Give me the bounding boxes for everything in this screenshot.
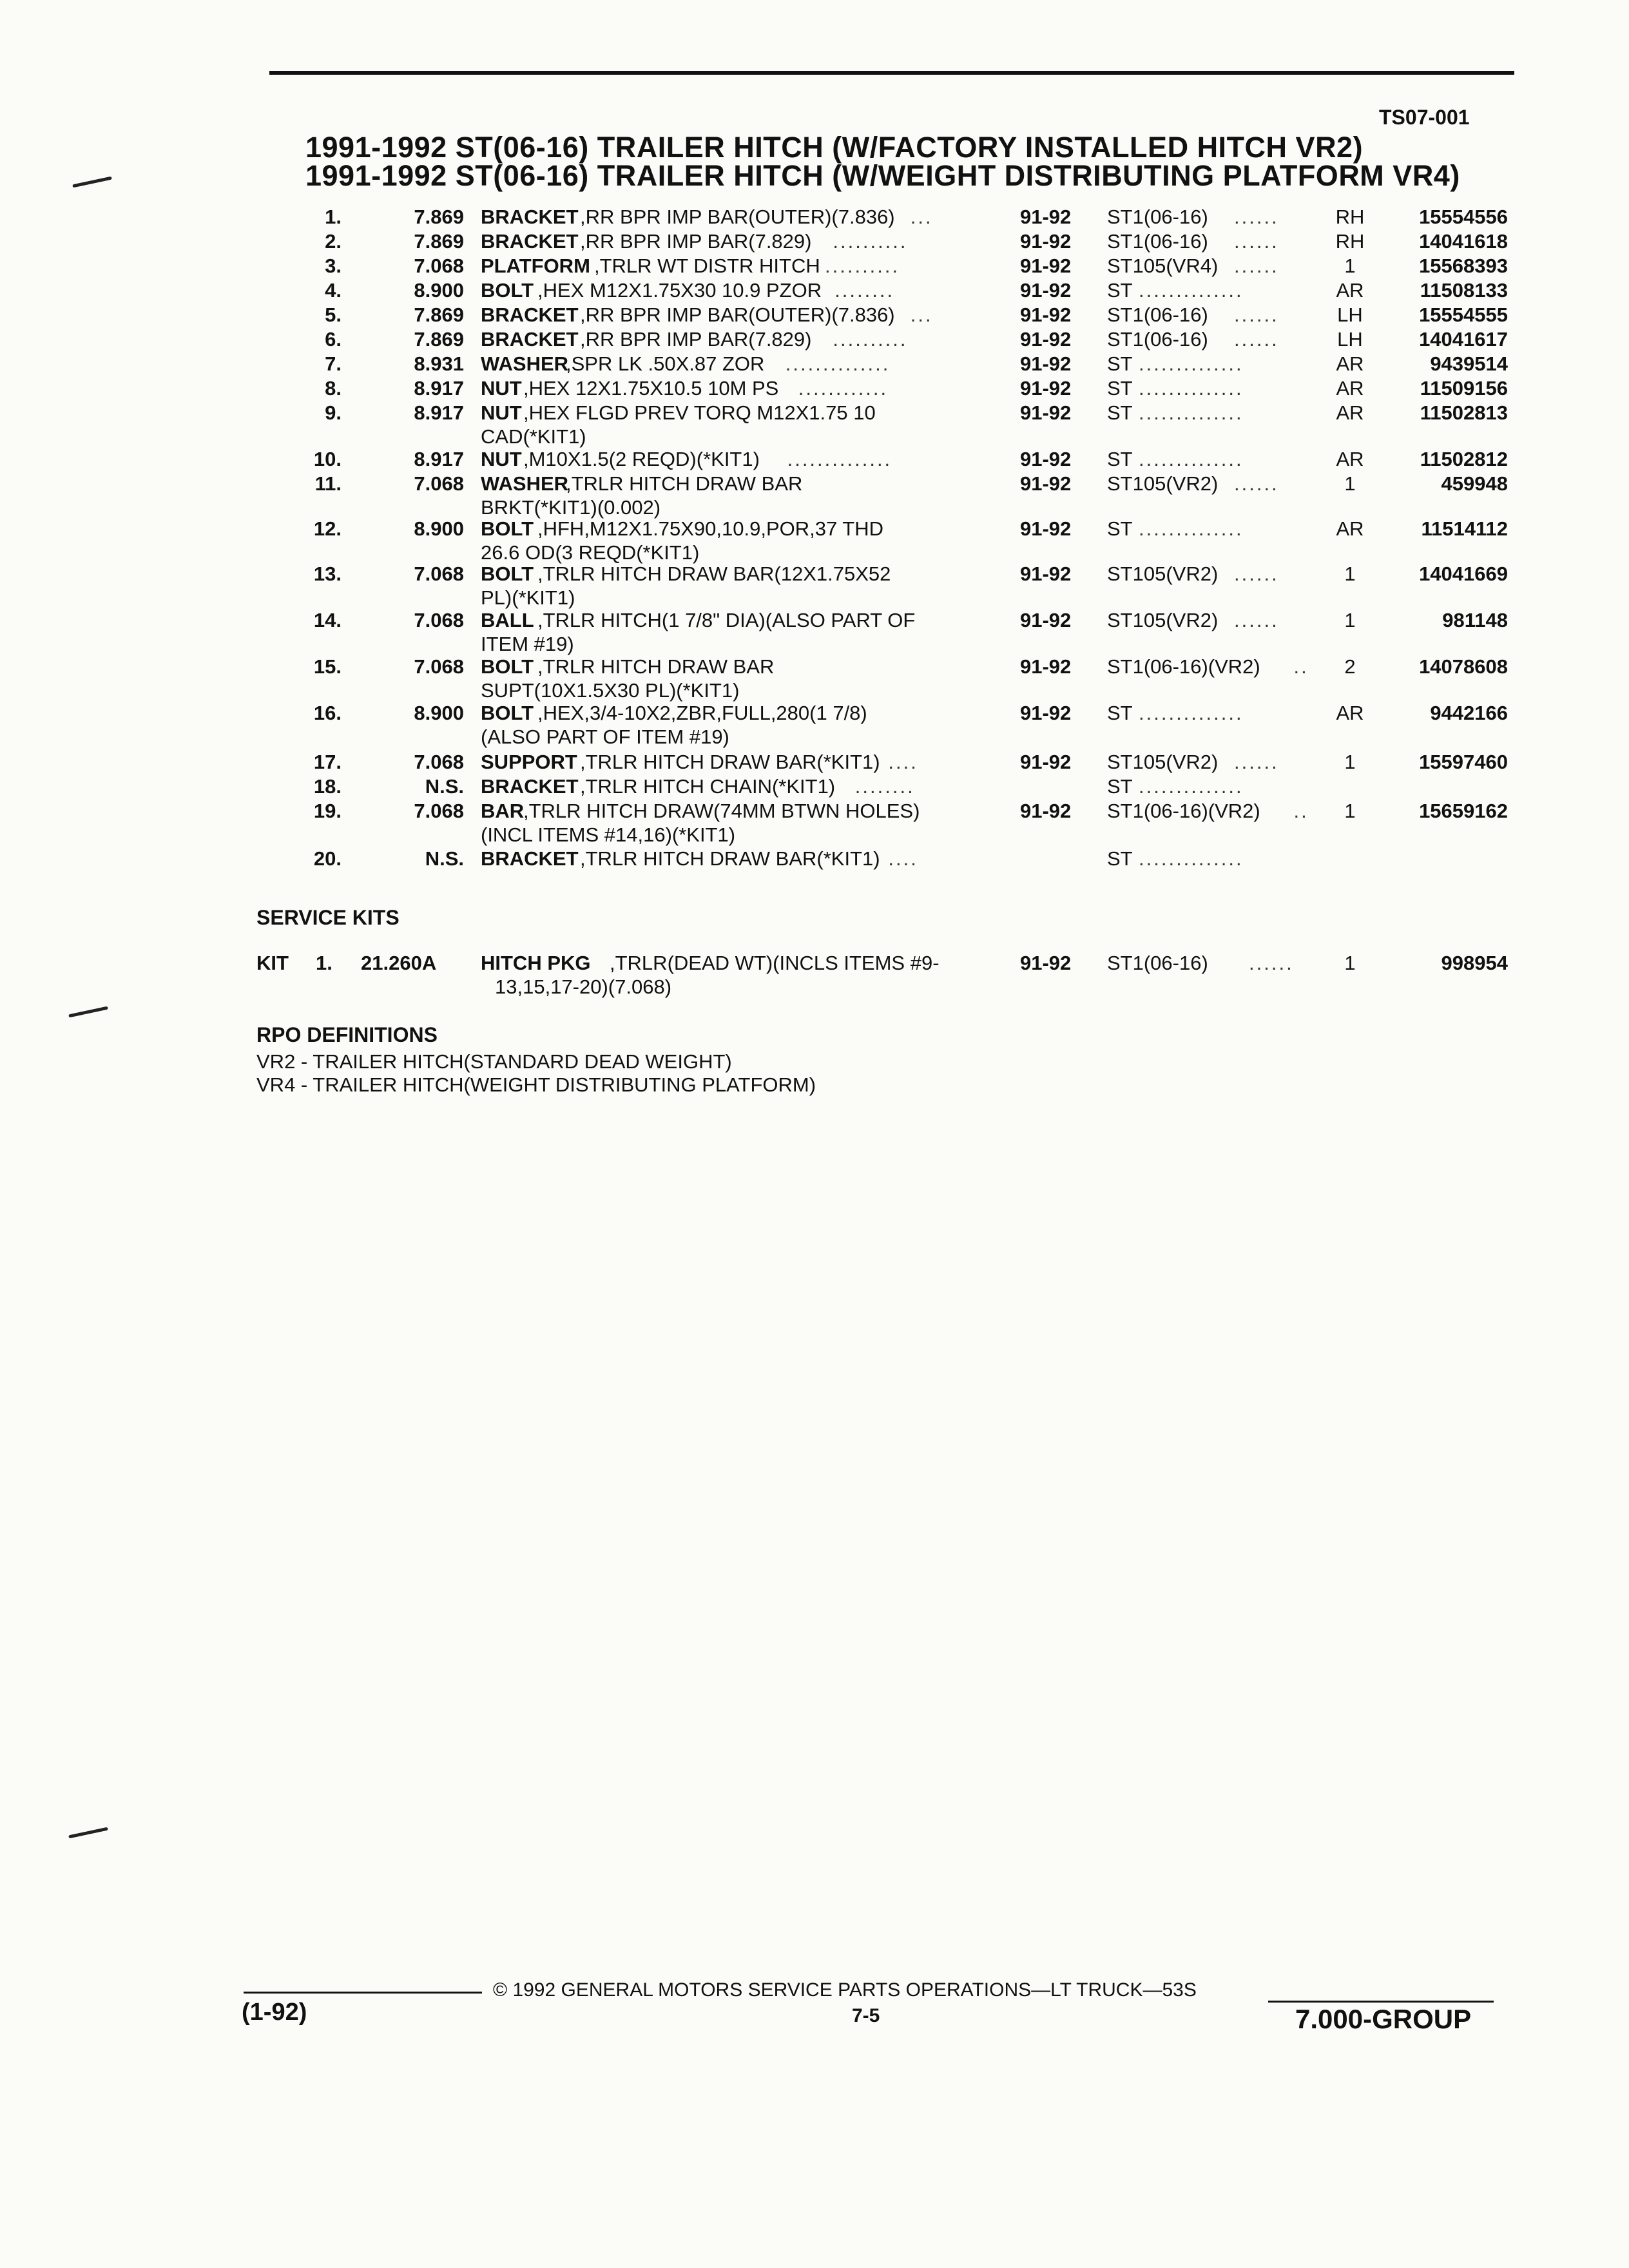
leader-dots: ... [910, 303, 933, 326]
scan-mark [68, 1006, 108, 1018]
model-code: ST1(06-16) [1107, 328, 1208, 351]
group-number: 7.068 [414, 562, 464, 585]
model-code: ST [1107, 517, 1133, 540]
rpo-heading: RPO DEFINITIONS [256, 1023, 438, 1046]
quantity: 1 [1344, 472, 1356, 495]
item-number: 19. [313, 800, 342, 822]
model-code: ST1(06-16)(VR2) [1107, 655, 1260, 678]
part-name: BOLT [481, 702, 534, 724]
quantity: 1 [1344, 255, 1356, 277]
part-number: 981148 [1442, 609, 1508, 631]
quantity: AR [1336, 401, 1364, 424]
part-name: BRACKET [481, 303, 579, 326]
part-name: BOLT [481, 655, 534, 678]
model-years: 91-92 [1020, 401, 1072, 424]
model-years: 91-92 [1020, 562, 1072, 585]
part-description-cont: 26.6 OD(3 REQD(*KIT1) [481, 541, 700, 564]
service-kits-heading: SERVICE KITS [256, 906, 400, 929]
part-description: ,RR BPR IMP BAR(7.829) [580, 328, 812, 351]
item-number: 14. [313, 609, 342, 631]
kit-group: 21.260A [361, 952, 437, 974]
group-number: 8.917 [414, 377, 464, 399]
model-years: 91-92 [1020, 448, 1072, 470]
quantity-leader-dots: ...... [1234, 328, 1279, 351]
part-description: ,M10X1.5(2 REQD)(*KIT1) [523, 448, 760, 470]
quantity: RH [1335, 206, 1365, 228]
model-years: 91-92 [1020, 609, 1072, 631]
part-name: BOLT [481, 517, 534, 540]
part-number: 15568393 [1419, 255, 1508, 277]
part-description: ,RR BPR IMP BAR(OUTER)(7.836) [580, 303, 895, 326]
kit-description-cont: 13,15,17-20)(7.068) [495, 975, 672, 998]
group-number: 7.869 [414, 206, 464, 228]
group-number: 7.068 [414, 800, 464, 822]
group-number: 7.869 [414, 230, 464, 253]
part-name: NUT [481, 448, 522, 470]
part-number: 15554555 [1419, 303, 1508, 326]
part-number: 9442166 [1430, 702, 1508, 724]
part-number: 14041618 [1419, 230, 1508, 253]
part-name: BOLT [481, 279, 534, 302]
model-years: 91-92 [1020, 377, 1072, 399]
leader-dots: .............. [785, 352, 891, 375]
group-number: 8.917 [414, 448, 464, 470]
kit-description: ,TRLR(DEAD WT)(INCLS ITEMS #9- [610, 952, 940, 974]
part-description: ,RR BPR IMP BAR(OUTER)(7.836) [580, 206, 895, 228]
item-number: 6. [325, 328, 342, 351]
scan-mark [68, 1827, 108, 1839]
part-number: 11514112 [1421, 517, 1508, 540]
group-number: 7.068 [414, 255, 464, 277]
group-number: 8.900 [414, 702, 464, 724]
part-number: 14041669 [1419, 562, 1508, 585]
model-code: ST [1107, 847, 1133, 870]
item-number: 13. [313, 562, 342, 585]
quantity-leader-dots: ...... [1234, 303, 1279, 326]
item-number: 18. [313, 775, 342, 798]
item-number: 17. [313, 751, 342, 773]
part-name: BALL [481, 609, 534, 631]
rpo-definition-vr4: VR4 - TRAILER HITCH(WEIGHT DISTRIBUTING PLATFORM) [256, 1073, 816, 1096]
kit-name: HITCH PKG [481, 952, 591, 974]
quantity-leader-dots: .............. [1139, 775, 1244, 798]
quantity: LH [1337, 328, 1363, 351]
kit-leader-dots: ...... [1249, 952, 1294, 974]
quantity-leader-dots: ...... [1234, 562, 1279, 585]
part-description: ,HEX 12X1.75X10.5 10M PS [523, 377, 779, 399]
group-number: 8.931 [414, 352, 464, 375]
group-number: 8.917 [414, 401, 464, 424]
quantity-leader-dots: ...... [1234, 472, 1279, 495]
quantity-leader-dots: .............. [1139, 401, 1244, 424]
model-years: 91-92 [1020, 655, 1072, 678]
leader-dots: .......... [833, 328, 908, 351]
leader-dots: .... [888, 847, 918, 870]
item-number: 11. [314, 472, 342, 495]
part-name: WASHER [481, 352, 569, 375]
model-code: ST [1107, 702, 1133, 724]
quantity-leader-dots: ...... [1234, 751, 1279, 773]
model-code: ST [1107, 448, 1133, 470]
quantity-leader-dots: .. [1293, 655, 1309, 678]
page-title-line-2: 1991-1992 ST(06-16) TRAILER HITCH (W/WEIGHT DISTRIBUTING PLATFORM VR4) [305, 159, 1460, 192]
part-number: 459948 [1441, 472, 1508, 495]
part-description: ,RR BPR IMP BAR(7.829) [580, 230, 812, 253]
quantity-leader-dots: .............. [1139, 377, 1244, 399]
model-years: 91-92 [1020, 517, 1072, 540]
model-years: 91-92 [1020, 279, 1072, 302]
item-number: 7. [325, 352, 342, 375]
footer-date: (1-92) [242, 1999, 307, 2026]
model-code: ST [1107, 401, 1133, 424]
quantity-leader-dots: .............. [1139, 448, 1244, 470]
part-description: ,TRLR HITCH DRAW BAR(12X1.75X52 [537, 562, 891, 585]
part-description: ,TRLR HITCH DRAW BAR [566, 472, 803, 495]
model-code: ST105(VR2) [1107, 562, 1219, 585]
quantity: 1 [1344, 609, 1356, 631]
model-years: 91-92 [1020, 751, 1072, 773]
part-name: SUPPORT [481, 751, 577, 773]
kit-year: 91-92 [1020, 952, 1072, 974]
part-name: BRACKET [481, 847, 579, 870]
part-description-cont: SUPT(10X1.5X30 PL)(*KIT1) [481, 679, 740, 702]
model-years: 91-92 [1020, 352, 1072, 375]
model-code: ST105(VR2) [1107, 609, 1219, 631]
model-years: 91-92 [1020, 702, 1072, 724]
model-code: ST [1107, 377, 1133, 399]
kit-quantity: 1 [1344, 952, 1356, 974]
quantity: RH [1335, 230, 1365, 253]
part-name: BRACKET [481, 328, 579, 351]
model-years: 91-92 [1020, 800, 1072, 822]
part-description: ,TRLR HITCH(1 7/8" DIA)(ALSO PART OF [537, 609, 916, 631]
part-description: ,HFH,M12X1.75X90,10.9,POR,37 THD [537, 517, 884, 540]
quantity: 1 [1344, 562, 1356, 585]
scan-mark [72, 177, 112, 188]
quantity-leader-dots: .............. [1139, 517, 1244, 540]
quantity: AR [1336, 702, 1364, 724]
quantity: 1 [1344, 751, 1356, 773]
page-title-line-1: 1991-1992 ST(06-16) TRAILER HITCH (W/FACTORY INSTALLED HITCH VR2) [305, 131, 1364, 164]
quantity-leader-dots: ...... [1234, 230, 1279, 253]
part-name: BRACKET [481, 230, 579, 253]
part-name: BOLT [481, 562, 534, 585]
part-number: 11502812 [1420, 448, 1508, 470]
part-description-cont: ITEM #19) [481, 633, 574, 655]
leader-dots: .............. [787, 448, 892, 470]
quantity-leader-dots: .............. [1139, 847, 1244, 870]
model-years: 91-92 [1020, 255, 1072, 277]
group-number: 8.900 [414, 517, 464, 540]
model-code: ST105(VR2) [1107, 472, 1219, 495]
top-rule [269, 71, 1514, 75]
leader-dots: .......... [833, 230, 908, 253]
quantity: AR [1336, 448, 1364, 470]
quantity: AR [1336, 377, 1364, 399]
group-number: 7.068 [414, 655, 464, 678]
model-code: ST1(06-16)(VR2) [1107, 800, 1260, 822]
model-code: ST1(06-16) [1107, 303, 1208, 326]
quantity-leader-dots: .............. [1139, 702, 1244, 724]
group-number: 7.869 [414, 328, 464, 351]
footer-rule-left [244, 1992, 482, 1994]
quantity-leader-dots: .............. [1139, 352, 1244, 375]
quantity: LH [1337, 303, 1363, 326]
item-number: 2. [325, 230, 342, 253]
part-name: BAR [481, 800, 525, 822]
model-years: 91-92 [1020, 303, 1072, 326]
part-number: 11502813 [1420, 401, 1508, 424]
model-years: 91-92 [1020, 206, 1072, 228]
part-number: 15597460 [1419, 751, 1508, 773]
group-number: N.S. [425, 847, 464, 870]
item-number: 20. [313, 847, 342, 870]
model-code: ST105(VR4) [1107, 255, 1219, 277]
part-description: ,TRLR HITCH DRAW BAR [537, 655, 775, 678]
item-number: 10. [313, 448, 342, 470]
document-code: TS07-001 [1379, 106, 1470, 129]
part-description: ,TRLR HITCH DRAW(74MM BTWN HOLES) [523, 800, 920, 822]
kit-label: KIT [256, 952, 289, 974]
leader-dots: .... [888, 751, 918, 773]
model-code: ST1(06-16) [1107, 206, 1208, 228]
footer-rule-right [1268, 2001, 1494, 2003]
leader-dots: ............ [798, 377, 889, 399]
group-number: 7.068 [414, 472, 464, 495]
kit-number: 1. [316, 952, 333, 974]
part-number: 14041617 [1419, 328, 1508, 351]
kit-model: ST1(06-16) [1107, 952, 1208, 974]
part-name: BRACKET [481, 775, 579, 798]
kit-part-number: 998954 [1441, 952, 1508, 974]
part-description: ,HEX,3/4-10X2,ZBR,FULL,280(1 7/8) [537, 702, 867, 724]
part-number: 11508133 [1420, 279, 1508, 302]
quantity-leader-dots: ...... [1234, 206, 1279, 228]
quantity-leader-dots: ...... [1234, 255, 1279, 277]
item-number: 15. [313, 655, 342, 678]
part-description: ,SPR LK .50X.87 ZOR [566, 352, 765, 375]
part-description-cont: (INCL ITEMS #14,16)(*KIT1) [481, 823, 736, 846]
group-number: 8.900 [414, 279, 464, 302]
part-description: ,HEX FLGD PREV TORQ M12X1.75 10 [523, 401, 876, 424]
model-code: ST [1107, 352, 1133, 375]
item-number: 8. [325, 377, 342, 399]
part-name: PLATFORM [481, 255, 590, 277]
part-description: ,TRLR HITCH DRAW BAR(*KIT1) [580, 751, 880, 773]
footer-copyright: © 1992 GENERAL MOTORS SERVICE PARTS OPERATIONS—LT TRUCK—53S [493, 1979, 1197, 2001]
part-description-cont: CAD(*KIT1) [481, 425, 586, 448]
quantity-leader-dots: .............. [1139, 279, 1244, 302]
item-number: 9. [325, 401, 342, 424]
group-number: N.S. [425, 775, 464, 798]
page-number: 7-5 [852, 2005, 880, 2026]
model-years: 91-92 [1020, 230, 1072, 253]
leader-dots: ... [910, 206, 933, 228]
item-number: 4. [325, 279, 342, 302]
group-number: 7.068 [414, 609, 464, 631]
part-number: 15554556 [1419, 206, 1508, 228]
part-description-cont: PL)(*KIT1) [481, 586, 575, 609]
leader-dots: ........ [854, 775, 915, 798]
part-name: NUT [481, 401, 522, 424]
part-description: ,TRLR HITCH DRAW BAR(*KIT1) [580, 847, 880, 870]
part-number: 9439514 [1430, 352, 1508, 375]
part-description-cont: BRKT(*KIT1)(0.002) [481, 496, 661, 519]
item-number: 1. [325, 206, 342, 228]
quantity: 1 [1344, 800, 1356, 822]
model-years: 91-92 [1020, 328, 1072, 351]
quantity: AR [1336, 517, 1364, 540]
leader-dots: ........ [834, 279, 895, 302]
item-number: 3. [325, 255, 342, 277]
part-name: WASHER [481, 472, 569, 495]
part-number: 15659162 [1419, 800, 1508, 822]
part-description: ,TRLR WT DISTR HITCH [594, 255, 820, 277]
quantity: AR [1336, 352, 1364, 375]
quantity-leader-dots: .. [1293, 800, 1309, 822]
part-number: 14078608 [1419, 655, 1508, 678]
quantity: AR [1336, 279, 1364, 302]
model-years: 91-92 [1020, 472, 1072, 495]
part-description-cont: (ALSO PART OF ITEM #19) [481, 726, 729, 748]
quantity: 2 [1344, 655, 1356, 678]
model-code: ST [1107, 775, 1133, 798]
quantity-leader-dots: ...... [1234, 609, 1279, 631]
leader-dots: .......... [825, 255, 900, 277]
model-code: ST [1107, 279, 1133, 302]
footer-group: 7.000-GROUP [1295, 2004, 1472, 2034]
item-number: 12. [313, 517, 342, 540]
item-number: 5. [325, 303, 342, 326]
group-number: 7.068 [414, 751, 464, 773]
part-number: 11509156 [1420, 377, 1508, 399]
model-code: ST105(VR2) [1107, 751, 1219, 773]
part-description: ,TRLR HITCH CHAIN(*KIT1) [580, 775, 836, 798]
rpo-definition-vr2: VR2 - TRAILER HITCH(STANDARD DEAD WEIGHT) [256, 1050, 732, 1073]
item-number: 16. [313, 702, 342, 724]
model-code: ST1(06-16) [1107, 230, 1208, 253]
part-name: BRACKET [481, 206, 579, 228]
part-name: NUT [481, 377, 522, 399]
part-description: ,HEX M12X1.75X30 10.9 PZOR [537, 279, 822, 302]
group-number: 7.869 [414, 303, 464, 326]
